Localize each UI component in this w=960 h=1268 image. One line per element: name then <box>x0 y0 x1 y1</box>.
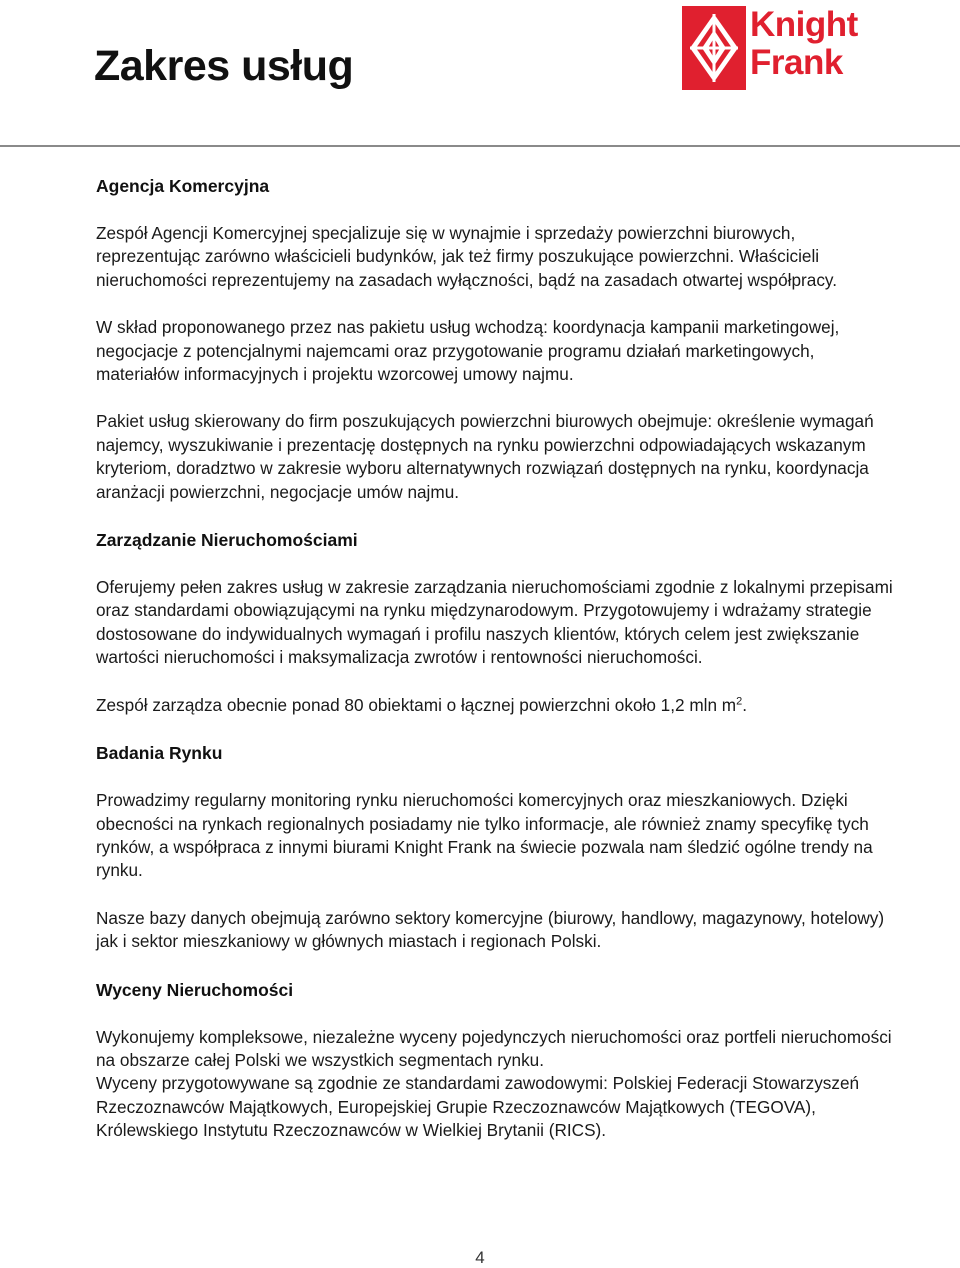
section-heading: Badania Rynku <box>96 743 223 764</box>
paragraph: Zespół Agencji Komercyjnej specjalizuje się w wynajmie i sprzedaży powierzchni biurowych, reprezentując zarówno właścicieli budynków, jak też firmy poszukujące powierzchni. Właścicieli nieruchomości reprezentujemy na zasadach wyłączności, bądź na zasadach otwartej współpracy. <box>96 223 838 290</box>
paragraph: W skład proponowanego przez nas pakietu usług wchodzą: koordynacja kampanii marketingowej, negocjacje z potencjalnymi najemcami oraz przygotowanie programu działań marketingowych, materiałów informacyjnych i projektu wzorcowej umowy najmu. <box>96 317 840 385</box>
logo-line-2: Frank <box>750 43 843 82</box>
knight-frank-logo <box>682 6 912 90</box>
paragraph: Prowadzimy regularny monitoring rynku nieruchomości komercyjnych oraz mieszkaniowych. Dzięki obecności na rynkach regionalnych posiadamy nie tylko informacje, ale również znamy specyfikę tych rynków, a współpraca z innymi biurami Knight Frank na świecie pozwala nam śledzić ogólne trendy na rynku. <box>96 790 873 881</box>
paragraph: Wykonujemy kompleksowe, niezależne wyceny pojedynczych nieruchomości oraz portfeli nieruchomości na obszarze całej Polski we wszystkich segmentach rynku. <box>96 1026 892 1070</box>
section-heading: Agencja Komercyjna <box>96 176 270 196</box>
section-heading: Zarządzanie Nieruchomościami <box>96 530 358 551</box>
superscript: 2 <box>736 694 743 707</box>
document-body <box>96 174 896 1167</box>
paragraph-end: . <box>742 694 748 715</box>
page-number: 4 <box>475 1248 485 1267</box>
page-title: Zakres usług <box>94 42 354 90</box>
paragraph: Oferujemy pełen zakres usług w zakresie zarządzania nieruchomościami zgodnie z lokalnymi przepisami oraz standardami obowiązującymi na rynku międzynarodowym. Przygotowujemy i wdrażamy strategie dostosowane do indywidualnych wymagań i profilu naszych klientów, których celem jest zwiększanie wartości nieruchomości i maksymalizacja zwrotów i rentowności nieruchomości. <box>96 577 893 668</box>
paragraph <box>96 694 896 717</box>
logo-line-1: Knight <box>750 5 858 44</box>
logo-wordmark <box>750 6 912 82</box>
paragraph: Pakiet usług skierowany do firm poszukujących powierzchni biurowych obejmuje: określenie wymagań najemcy, wyszukiwanie i prezentację dostępnych na rynku powierzchni odpowiadających wskazanym kryteriom, doradztwo w zakresie wyboru alternatywnych rozwiązań dostępnych na rynku, koordynacja aranżacji powierzchni, negocjacje umów najmu. <box>96 411 874 502</box>
header-divider <box>0 145 960 147</box>
paragraph-text: Zespół zarządza obecnie ponad 80 obiektami o łącznej powierzchni około 1,2 mln m <box>96 694 737 715</box>
section-heading: Wyceny Nieruchomości <box>96 979 294 1000</box>
paragraph: Wyceny przygotowywane są zgodnie ze standardami zawodowymi: Polskiej Federacji Stowarzyszeń Rzeczoznawców Majątkowych, Europejskiej Grupie Rzeczoznawców Majątkowych (TEGOVA), Królewskiego Instytutu Rzeczoznawców w Wielkiej Brytanii (RICS). <box>96 1073 860 1141</box>
paragraph: Nasze bazy danych obejmują zarówno sektory komercyjne (biurowy, handlowy, magazynowy, hotelowy) jak i sektor mieszkaniowy w głównych miastach i regionach Polski. <box>96 907 885 952</box>
logo-mark-icon <box>682 6 746 90</box>
